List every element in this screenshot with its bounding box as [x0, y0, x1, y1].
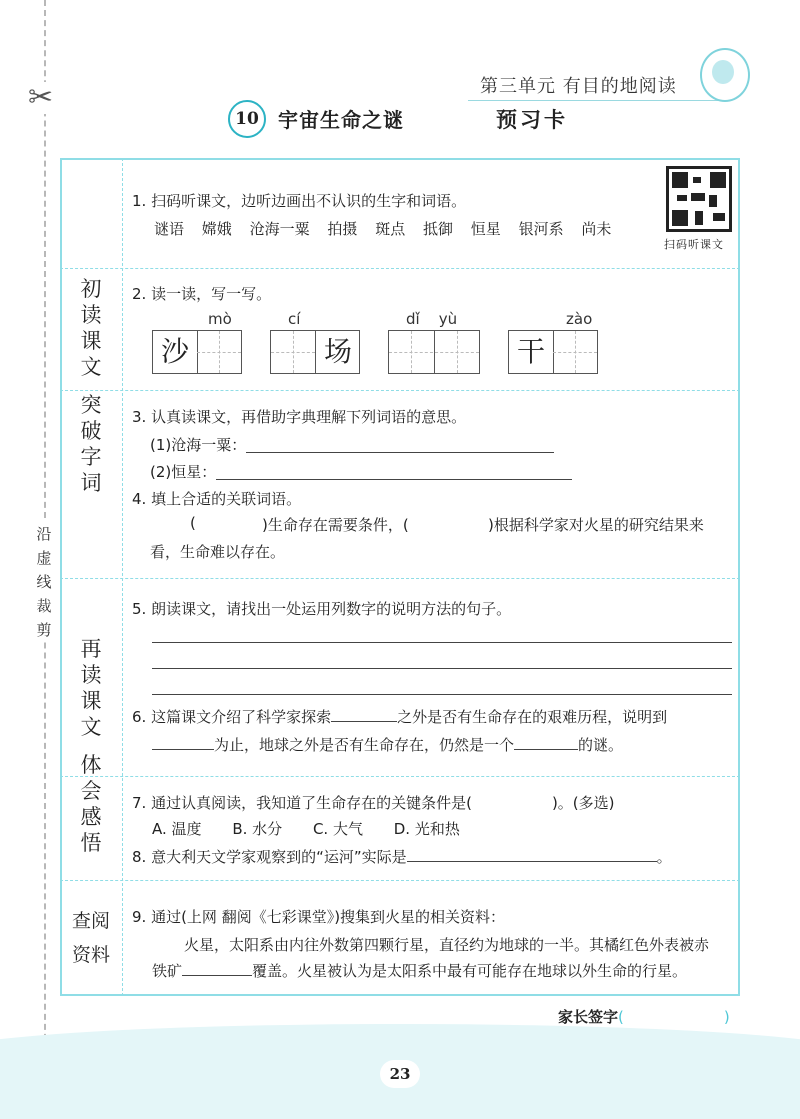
question-7: 7. 通过认真阅读，我知道了生命存在的关键条件是( )。(多选): [132, 794, 615, 812]
unit-underline: [468, 100, 730, 101]
decorative-badge-inner: [712, 60, 734, 84]
option-d[interactable]: D. 光和热: [393, 820, 460, 838]
pinyin: zào: [566, 310, 593, 328]
q3-item-1: (1)沧海一粟：: [150, 436, 247, 454]
row-divider: [60, 880, 740, 881]
blank[interactable]: [407, 861, 657, 862]
option-a[interactable]: A. 温度: [152, 820, 202, 838]
lesson-title: 宇宙生命之谜: [278, 108, 404, 132]
writing-grid[interactable]: [152, 330, 242, 374]
word-item[interactable]: 谜语: [154, 220, 185, 238]
qr-label: 扫码听课文: [664, 238, 724, 251]
question-4: 4. 填上合适的关联词语。: [132, 490, 302, 508]
word-item[interactable]: 银河系: [518, 220, 564, 238]
cut-label: 沿 虚 线 裁 剪: [30, 522, 58, 642]
scissors-icon: ✂: [28, 80, 54, 115]
q4-tail: )根据科学家对火星的研究结果来: [488, 516, 704, 534]
answer-line[interactable]: [152, 668, 732, 669]
word-item[interactable]: 尚未: [581, 220, 612, 238]
parent-signature[interactable]: 家长签字( ): [558, 1008, 730, 1026]
question-5: 5. 朗读课文，请找出一处运用列数字的说明方法的句子。: [132, 600, 512, 618]
unit-title: 第三单元 有目的地阅读: [480, 76, 677, 97]
answer-line[interactable]: [216, 479, 572, 480]
writing-grid[interactable]: [388, 330, 480, 374]
q3-item-2: (2)恒星：: [150, 463, 217, 481]
writing-grid[interactable]: [270, 330, 360, 374]
section-label-first-read: 初 读 课 文 突 破 字 词: [80, 277, 102, 495]
row-divider: [60, 268, 740, 269]
blank[interactable]: [182, 975, 252, 976]
word-item[interactable]: 沧海一粟: [249, 220, 310, 238]
q9-line-2: 铁矿 覆盖。火星被认为是太阳系中最有可能存在地球以外生命的行星。: [152, 962, 688, 980]
question-6-line-2: 为止，地球之外是否有生命存在，仍然是一个 的谜。: [152, 734, 623, 755]
q9-line-1: 火星，太阳系由内往外数第四颗行星，直径约为地球的一半。其橘红色外表被赤: [184, 936, 710, 954]
grid-char: 场: [323, 335, 352, 368]
q4-paren-open: (: [190, 514, 196, 532]
q4-line-2: 看，生命难以存在。: [150, 543, 286, 561]
option-b[interactable]: B. 水分: [232, 820, 283, 838]
pinyin: cí: [288, 310, 301, 328]
row-divider: [60, 578, 740, 579]
grid-char: 沙: [160, 335, 189, 368]
question-1: 1. 扫码听课文，边听边画出不认识的生字和词语。: [132, 192, 467, 210]
grid-char: 干: [516, 335, 545, 368]
pinyin: dǐ yù: [406, 310, 458, 328]
blank[interactable]: [331, 721, 397, 722]
word-item[interactable]: 斑点: [375, 220, 406, 238]
q4-middle: )生命存在需要条件，(: [262, 516, 409, 534]
section-label-research: 查阅 资料: [71, 910, 111, 966]
answer-line[interactable]: [246, 452, 554, 453]
blank[interactable]: [514, 749, 578, 750]
writing-grid[interactable]: [508, 330, 598, 374]
card-label: 预习卡: [496, 108, 568, 132]
word-item[interactable]: 拍摄: [327, 220, 358, 238]
word-item[interactable]: 抵御: [422, 220, 453, 238]
pinyin: mò: [208, 310, 232, 328]
qr-code-icon[interactable]: [666, 166, 732, 232]
column-divider: [122, 158, 123, 996]
page-number: 23: [380, 1060, 420, 1088]
answer-line[interactable]: [152, 694, 732, 695]
word-item[interactable]: 嫦娥: [201, 220, 232, 238]
question-8: 8. 意大利天文学家观察到的“运河”实际是 。: [132, 848, 672, 866]
blank[interactable]: [152, 749, 214, 750]
word-item[interactable]: 恒星: [470, 220, 501, 238]
question-2: 2. 读一读，写一写。: [132, 285, 272, 303]
word-list: [154, 218, 624, 239]
option-list: [152, 818, 460, 839]
option-c[interactable]: C. 大气: [312, 820, 363, 838]
question-3: 3. 认真读课文，再借助字典理解下列词语的意思。: [132, 408, 467, 426]
question-9: 9. 通过(上网 翻阅《七彩课堂》)搜集到火星的相关资料：: [132, 908, 506, 926]
lesson-number: 10: [228, 100, 266, 138]
row-divider: [60, 390, 740, 391]
section-label-second-read: 再 读 课 文 体 会 感 悟: [80, 637, 102, 855]
row-divider: [60, 776, 740, 777]
answer-line[interactable]: [152, 642, 732, 643]
question-6: 6. 这篇课文介绍了科学家探索 之外是否有生命存在的艰难历程，说明到: [132, 708, 668, 726]
